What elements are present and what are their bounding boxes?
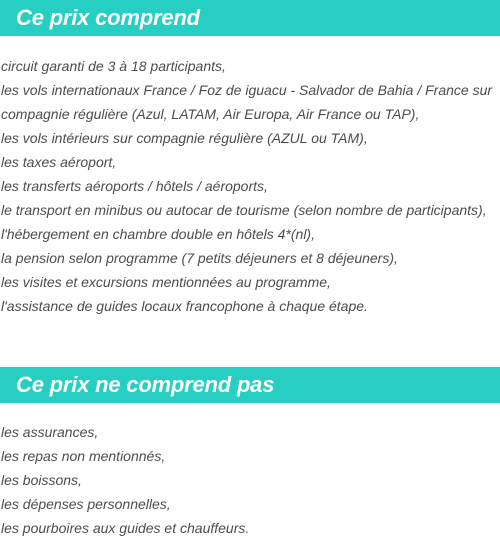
included-item: les visites et excursions mentionnées au programme, bbox=[1, 274, 331, 290]
included-section-header bbox=[0, 0, 500, 36]
excluded-item: les pourboires aux guides et chauffeurs. bbox=[1, 520, 250, 536]
included-items-list bbox=[1, 54, 499, 318]
included-item: les transferts aéroports / hôtels / aéroports, bbox=[1, 178, 268, 194]
excluded-section-title: Ce prix ne comprend pas bbox=[16, 372, 275, 397]
excluded-item: les assurances, bbox=[1, 424, 99, 440]
excluded-section-header bbox=[0, 367, 500, 403]
excluded-items-list bbox=[1, 420, 499, 540]
excluded-item: les dépenses personnelles, bbox=[1, 496, 171, 512]
included-item: les vols intérieurs sur compagnie régulière (AZUL ou TAM), bbox=[1, 130, 368, 146]
included-section-title: Ce prix comprend bbox=[16, 5, 200, 30]
excluded-item: les boissons, bbox=[1, 472, 82, 488]
included-item: l'hébergement en chambre double en hôtels 4*(nl), bbox=[1, 226, 315, 242]
included-item: les taxes aéroport, bbox=[1, 154, 117, 170]
included-item: circuit garanti de 3 à 18 participants, bbox=[1, 58, 226, 74]
excluded-item: les repas non mentionnés, bbox=[1, 448, 166, 464]
included-item: la pension selon programme (7 petits déjeuners et 8 déjeuners), bbox=[1, 250, 398, 266]
included-item: le transport en minibus ou autocar de tourisme (selon nombre de participants), bbox=[1, 202, 487, 218]
included-item: l'assistance de guides locaux francophone à chaque étape. bbox=[1, 298, 368, 314]
included-item: les vols internationaux France / Foz de iguacu - Salvador de Bahia / France sur compagnie régulière (Azul, LATAM, Air Europa, Air France ou TAP), bbox=[1, 82, 493, 122]
